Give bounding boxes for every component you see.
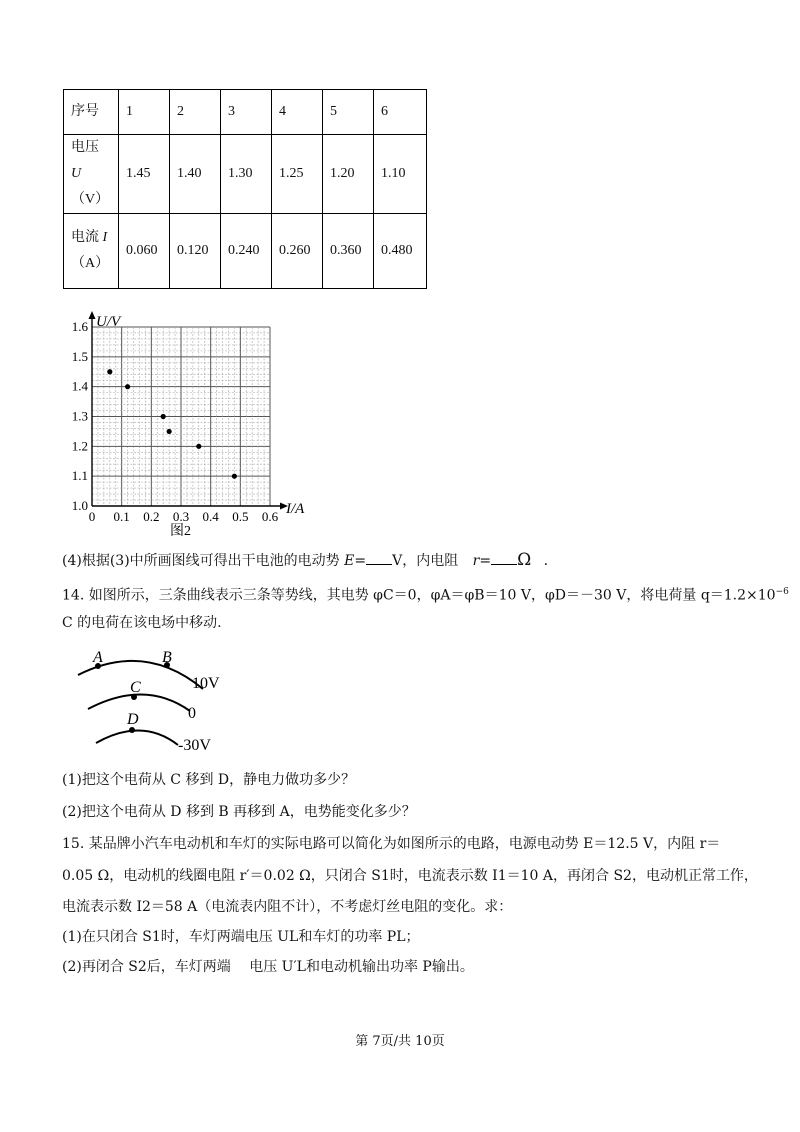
- q13-4-text-2: V，内电阻: [392, 553, 459, 569]
- x-tick-label: 0.4: [202, 509, 219, 524]
- q13-4-text: (4)根据(3)中所画图线可得出干电池的电动势: [62, 553, 340, 569]
- y-axis-arrow: [89, 311, 96, 319]
- table-cell: 1.30: [221, 135, 272, 214]
- equipotential-figure: [70, 643, 240, 755]
- voltage-unit: （V）: [71, 192, 110, 207]
- table-cell: 1.25: [272, 135, 323, 214]
- question-15-sub-2: (2)再闭合 S2后，车灯两端 电压 U′L和电动机输出功率 P输出。: [62, 959, 474, 975]
- u-i-graph: [58, 305, 328, 553]
- emf-answer-blank[interactable]: [366, 550, 392, 565]
- q14-text: 14. 如图所示，三条曲线表示三条等势线，其电势 φC＝0，φA＝φB＝10 V，φD＝－30 V，将电荷量 q＝1.2×10: [62, 587, 776, 604]
- emf-symbol: E: [344, 553, 355, 569]
- question-15-line-2: 0.05 Ω，电动机的线圈电阻 r′＝0.02 Ω，只闭合 S1时，电流表示数 I1＝10 A，再闭合 S2，电动机正常工作，: [62, 868, 758, 884]
- current-label: 电流: [71, 230, 99, 245]
- table-cell: 0.260: [272, 214, 323, 289]
- table-cell: 1.40: [170, 135, 221, 214]
- question-14-line-1: [62, 582, 789, 606]
- table-cell: 0.240: [221, 214, 272, 289]
- table-cell: 0.060: [119, 214, 170, 289]
- table-cell: 0.480: [374, 214, 427, 289]
- table-cell: 5: [323, 90, 374, 135]
- x-tick-label: 0.2: [143, 509, 160, 524]
- y-tick-label: 1.1: [71, 468, 88, 484]
- label-c: C: [130, 679, 141, 696]
- y-tick-label: 1.5: [71, 348, 88, 364]
- x-tick-label: 0: [88, 509, 96, 524]
- x-tick-label: 0.1: [113, 509, 130, 524]
- eq-sign: =: [354, 553, 367, 569]
- x-axis-label: I/A: [286, 501, 305, 517]
- eq-sign-2: =: [479, 553, 492, 569]
- y-tick-label: 1.4: [71, 378, 88, 394]
- table-row-current: [64, 214, 427, 289]
- question-15-line-3: 电流表示数 I2＝58 A（电流表内阻不计），不考虑灯丝电阻的变化。求：: [62, 899, 513, 915]
- x-tick-label: 0.6: [261, 509, 279, 524]
- graph-points: [107, 369, 237, 479]
- label-0v: 0: [188, 705, 196, 722]
- table-cell: 1.20: [323, 135, 374, 214]
- question-15-line-1: 15. 某品牌小汽车电动机和车灯的实际电路可以简化为如图所示的电路，电源电动势 E＝12.5 V，内阻 r＝: [62, 836, 721, 852]
- voltage-label-cell: [64, 135, 119, 214]
- data-point: [167, 429, 172, 434]
- table-header-row: [64, 90, 427, 135]
- resistance-symbol: r: [472, 553, 480, 569]
- table-cell: 1: [119, 90, 170, 135]
- question-14-sub-2: (2)把这个电荷从 D 移到 B 再移到 A，电势能变化多少？: [62, 804, 416, 820]
- table-cell: 2: [170, 90, 221, 135]
- label-minus30v: -30V: [178, 737, 211, 754]
- table-cell: 0.120: [170, 214, 221, 289]
- y-axis-label: U/V: [96, 314, 121, 330]
- question-15-sub-1: (1)在只闭合 S1时，车灯两端电压 UL和车灯的功率 PL；: [62, 929, 420, 945]
- voltage-symbol: U: [71, 166, 82, 181]
- x-tick-label: 0.3: [172, 509, 190, 524]
- data-point: [107, 369, 112, 374]
- period: .: [543, 553, 549, 569]
- question-14-line-2: C 的电荷在该电场中移动.: [62, 615, 222, 631]
- data-point: [196, 444, 201, 449]
- question-13-part-4: [62, 550, 548, 571]
- resistance-answer-blank[interactable]: [491, 550, 517, 565]
- label-10v: 10V: [192, 675, 220, 692]
- graph-grid: [89, 311, 289, 510]
- current-unit: （A）: [71, 256, 110, 271]
- label-a: A: [93, 649, 103, 666]
- page-footer: 第 7页/共 10页: [355, 1034, 445, 1049]
- table-cell: 4: [272, 90, 323, 135]
- table-cell: 1.45: [119, 135, 170, 214]
- table-cell: 3: [221, 90, 272, 135]
- y-tick-label: 1.3: [71, 408, 88, 424]
- y-tick-label: 1.2: [71, 438, 88, 454]
- data-point: [125, 384, 130, 389]
- ohm-unit: Ω: [517, 550, 532, 570]
- equipotential-line-minus30v: [96, 730, 178, 745]
- data-table: [63, 89, 427, 289]
- voltage-label: 电压: [71, 140, 99, 155]
- x-tick-label: 0.5: [232, 509, 249, 524]
- equipotential-line-0v: [88, 694, 190, 711]
- figure-caption: 图2: [170, 524, 191, 539]
- y-tick-label: 1.6: [71, 319, 88, 334]
- table-cell: 6: [374, 90, 427, 135]
- label-d: D: [127, 711, 139, 728]
- table-cell: 1.10: [374, 135, 427, 214]
- data-point: [161, 414, 166, 419]
- q14-exponent: −6: [775, 587, 789, 597]
- current-label-cell: [64, 214, 119, 289]
- label-b: B: [162, 649, 172, 666]
- current-symbol: I: [102, 230, 108, 245]
- table-row-voltage: [64, 135, 427, 214]
- data-point: [232, 474, 237, 479]
- table-cell: 0.360: [323, 214, 374, 289]
- table-cell: 序号: [64, 90, 119, 135]
- question-14-sub-1: (1)把这个电荷从 C 移到 D，静电力做功多少？: [62, 772, 356, 788]
- y-tick-label: 1.0: [71, 498, 88, 513]
